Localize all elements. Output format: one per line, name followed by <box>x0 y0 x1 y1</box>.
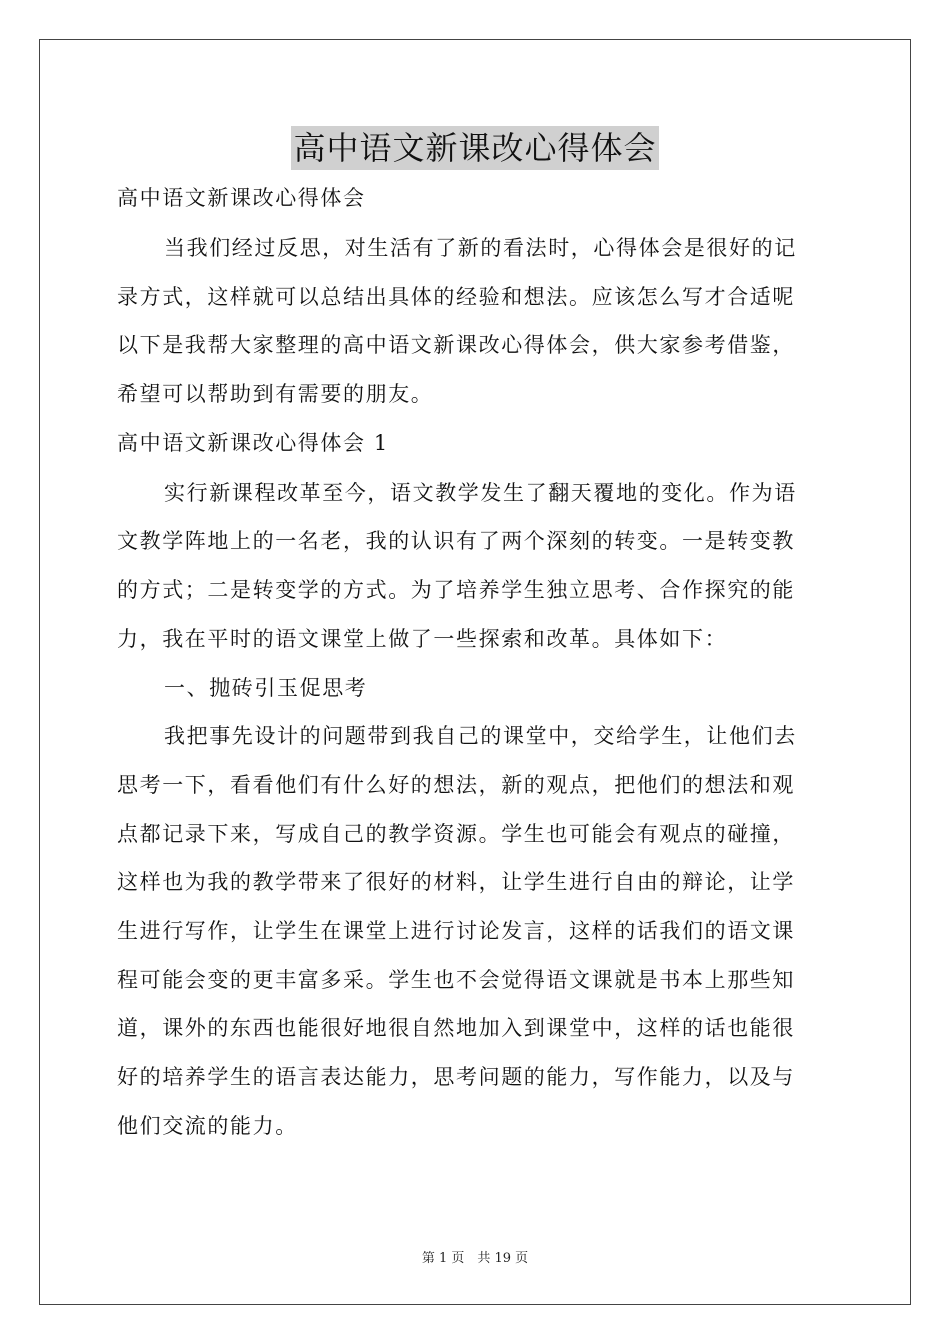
paragraph-line: 的方式；二是转变学的方式。为了培养学生独立思考、合作探究的能 <box>117 578 795 603</box>
paragraph-line: 好的培养学生的语言表达能力，思考问题的能力，写作能力，以及与 <box>117 1065 795 1089</box>
section-paragraph-1 <box>117 475 832 670</box>
paragraph-line: 实行新课程改革至今，语文教学发生了翻天覆地的变化。作为语 <box>164 480 797 505</box>
intro-line: 以下是我帮大家整理的高中语文新课改心得体会，供大家参考借鉴， <box>117 333 795 358</box>
section-heading: 高中语文新课改心得体会 1 <box>117 430 389 455</box>
intro-line: 当我们经过反思，对生活有了新的看法时，心得体会是很好的记 <box>164 236 797 260</box>
document-subtitle: 高中语文新课改心得体会 <box>117 186 366 210</box>
subheading: 一、抛砖引玉促思考 <box>164 675 368 700</box>
section-paragraph-2 <box>117 718 832 1156</box>
paragraph-line: 这样也为我的教学带来了很好的材料，让学生进行自由的辩论，让学 <box>117 870 795 895</box>
intro-line: 希望可以帮助到有需要的朋友。 <box>117 382 434 407</box>
paragraph-line: 我把事先设计的问题带到我自己的课堂中，交给学生，让他们去 <box>164 724 797 749</box>
paragraph-line: 点都记录下来，写成自己的教学资源。学生也可能会有观点的碰撞， <box>117 821 795 846</box>
document-body <box>117 180 832 1156</box>
paragraph-line: 生进行写作，让学生在课堂上进行讨论发言，这样的话我们的语文课 <box>117 918 795 943</box>
paragraph-line: 他们交流的能力。 <box>117 1113 298 1138</box>
paragraph-line: 思考一下，看看他们有什么好的想法，新的观点，把他们的想法和观 <box>117 772 795 797</box>
paragraph-line: 道，课外的东西也能很好地很自然地加入到课堂中，这样的话也能很 <box>117 1016 795 1041</box>
paragraph-line: 力，我在平时的语文课堂上做了一些探索和改革。具体如下： <box>117 626 728 651</box>
intro-paragraph <box>117 230 832 425</box>
document-title: 高中语文新课改心得体会 <box>291 126 658 170</box>
paragraph-line: 程可能会变的更丰富多采。学生也不会觉得语文课就是书本上那些知 <box>117 967 795 992</box>
title-wrapper <box>0 126 950 170</box>
intro-line: 录方式，这样就可以总结出具体的经验和想法。应该怎么写才合适呢 <box>117 284 795 309</box>
paragraph-line: 文教学阵地上的一名老，我的认识有了两个深刻的转变。一是转变教 <box>117 529 795 554</box>
page-footer: 第 1 页 共 19 页 <box>421 1251 529 1266</box>
